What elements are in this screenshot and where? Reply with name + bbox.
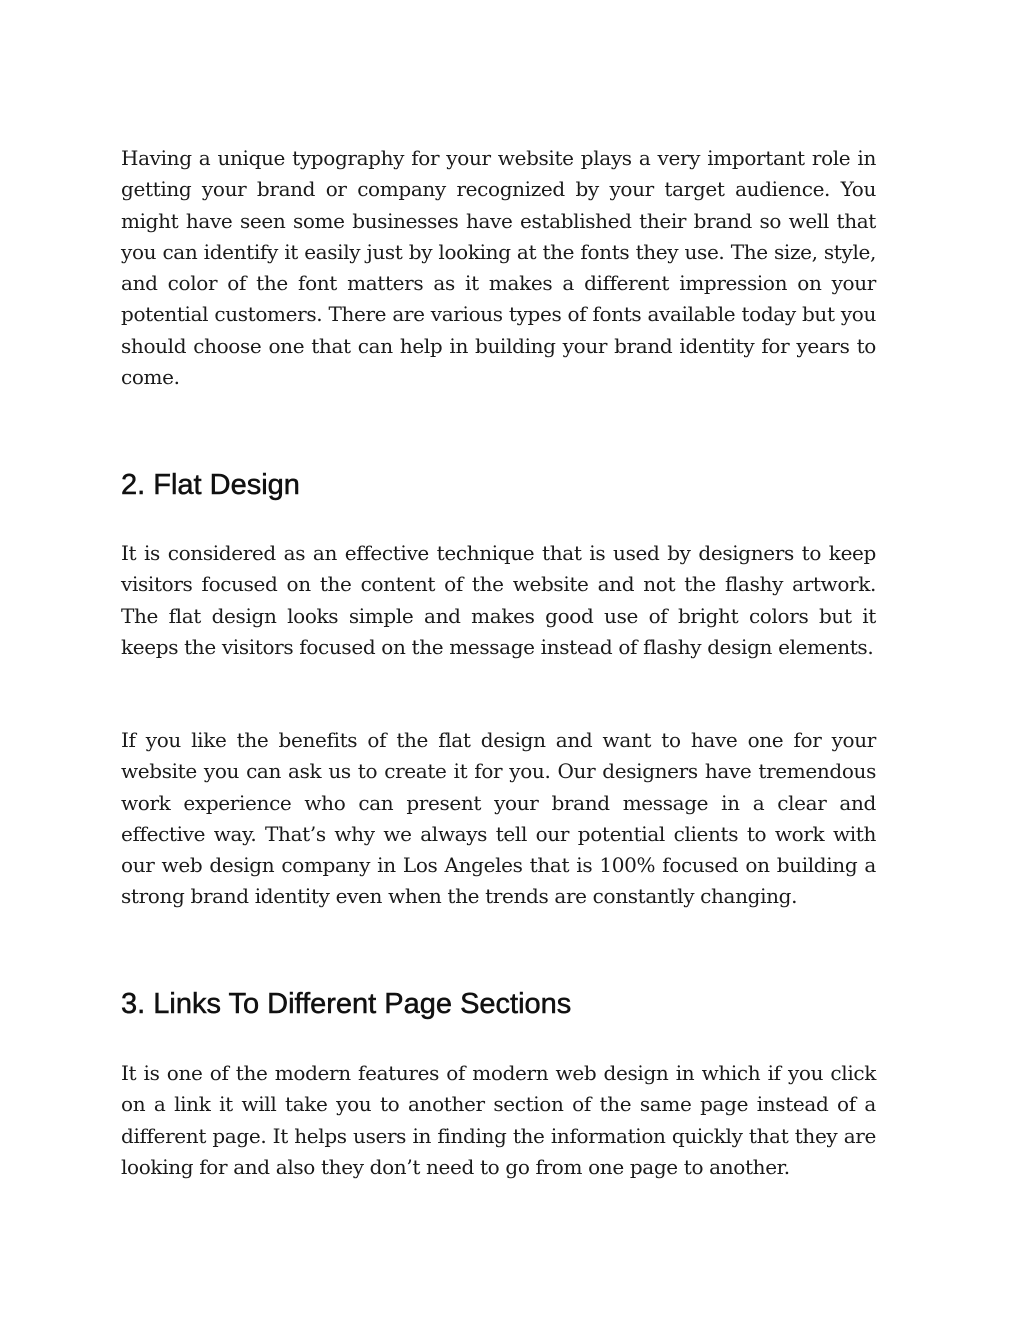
page-section-links-paragraph: It is one of the modern features of modern web design in which if you click on a link it will take you to another section of the same page instead of a different page. It helps users in finding the information quickly that they are looking for and also they don’t need to go from one page to another. bbox=[121, 1061, 876, 1179]
section-heading-page-section-links: 3. Links To Different Page Sections bbox=[121, 988, 572, 1020]
section-heading-flat-design: 2. Flat Design bbox=[121, 469, 300, 501]
flat-design-paragraph-2: If you like the benefits of the flat design and want to have one for your website you can ask us to create it for you. Our designers have tremendous work experience who can present your brand message in a clear and effective way. That’s why we always tell our potential clients to work with our web design company in Los Angeles that is 100% focused on building a strong brand identity even when the trends are constantly changing. bbox=[121, 728, 876, 909]
flat-design-paragraph-1: It is considered as an effective technique that is used by designers to keep visitors focused on the content of the website and not the flashy artwork. The flat design looks simple and makes good use of bright colors but it keeps the visitors focused on the message instead of flashy design elements. bbox=[121, 541, 876, 659]
intro-paragraph: Having a unique typography for your website plays a very important role in getting your brand or company recognized by your target audience. You might have seen some businesses have established their brand so well that you can identify it easily just by looking at the fonts they use. The size, style, and color of the font matters as it makes a different impression on your potential customers. There are various types of fonts available today but you should choose one that can help in building your brand identity for years to come. bbox=[121, 146, 876, 390]
